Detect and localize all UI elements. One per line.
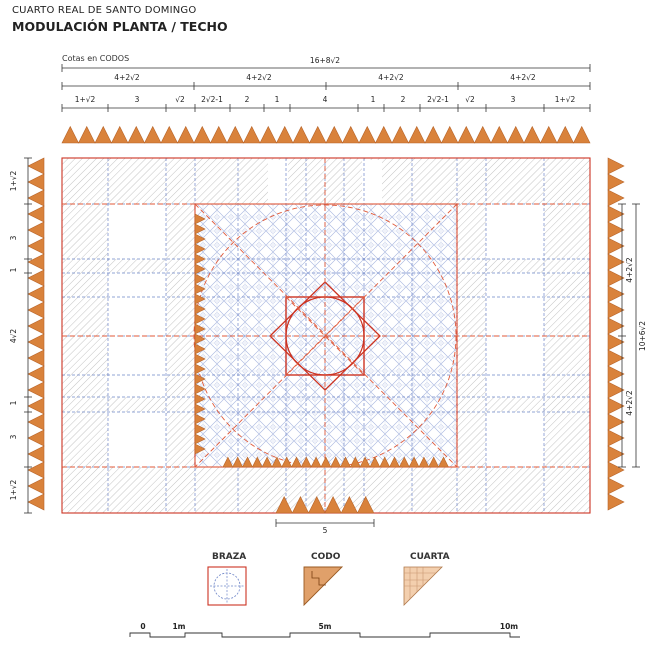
ceramic-triangle	[28, 206, 44, 222]
ceramic-triangle	[458, 127, 475, 144]
ceramic-triangle	[392, 127, 409, 144]
ceramic-triangle	[541, 127, 558, 144]
ceramic-triangle	[28, 302, 44, 318]
ceramic-triangle	[293, 127, 310, 144]
ceramic-triangle	[608, 158, 624, 174]
ceramic-triangle	[128, 127, 145, 144]
ceramic-triangle	[310, 127, 327, 144]
ceramic-triangle	[28, 254, 44, 270]
ceramic-triangle	[28, 286, 44, 302]
dim-right-2: 4+2√2	[625, 390, 634, 416]
dim-left-3: 1	[9, 267, 18, 273]
ceramic-triangle	[260, 127, 277, 144]
legend-label-braza: BRAZA	[212, 552, 247, 562]
dim-top-l3-1: 1+√2	[74, 95, 96, 104]
ceramic-triangle	[409, 127, 426, 144]
dim-total-top: 16+8√2	[309, 56, 341, 65]
codo-triangle-icon	[304, 567, 342, 605]
ceramic-triangle	[28, 158, 44, 174]
dim-top-l3-9: 2	[400, 95, 406, 104]
ceramic-triangle	[557, 127, 574, 144]
ceramic-triangle	[574, 127, 591, 144]
ceramic-triangle	[28, 174, 44, 190]
dim-right-1: 4+2√2	[625, 257, 634, 283]
ceramic-triangle	[491, 127, 508, 144]
ceramic-triangle	[211, 127, 228, 144]
ceramic-triangle	[28, 446, 44, 462]
ceramic-triangle	[475, 127, 492, 144]
ceramic-triangle	[28, 350, 44, 366]
dim-left-2: 3	[9, 235, 18, 241]
ceramic-triangle	[227, 127, 244, 144]
dim-left-1: 1+√2	[9, 170, 18, 192]
dim-top-l3-2: 3	[134, 95, 140, 104]
ceramic-triangle	[28, 318, 44, 334]
dim-left-7: 1+√2	[9, 479, 18, 501]
ceramic-triangle	[359, 127, 376, 144]
dim-top-l3-13: 1+√2	[554, 95, 576, 104]
dim-left-4: 4√2	[9, 328, 18, 344]
dim-top-l3-8: 1	[370, 95, 376, 104]
ceramic-triangle	[178, 127, 195, 144]
legend-label-codo: CODO	[311, 552, 341, 562]
ceramic-triangle	[28, 430, 44, 446]
dim-top-l2-1: 4+2√2	[114, 73, 140, 82]
dim-top-l3-6: 1	[274, 95, 280, 104]
dim-top-l2-3: 4+2√2	[378, 73, 404, 82]
ceramic-triangle	[79, 127, 96, 144]
scale-label-1m: 1m	[172, 622, 186, 631]
dim-top-l3-5: 2	[244, 95, 250, 104]
ceramic-triangle	[343, 127, 360, 144]
dim-right-total: 10+6√2	[638, 320, 647, 352]
ceramic-triangle	[608, 478, 624, 494]
ceramic-triangle	[442, 127, 459, 144]
scale-label-10m: 10m	[499, 622, 519, 631]
ceramic-triangle	[244, 127, 261, 144]
braza-module-icon	[208, 567, 246, 605]
dim-left-5: 1	[9, 400, 18, 406]
dim-top-l3-11: √2	[465, 95, 475, 104]
ceramic-triangle	[28, 334, 44, 350]
ceramic-triangle	[28, 366, 44, 382]
ceramic-triangle	[28, 238, 44, 254]
dim-left-6: 3	[9, 434, 18, 440]
drawing-subtitle: MODULACIÓN PLANTA / TECHO	[12, 19, 228, 34]
units-note: Cotas en CODOS	[62, 54, 130, 63]
ceramic-triangle	[608, 494, 624, 510]
ceramic-triangle	[425, 127, 442, 144]
scale-bar	[130, 633, 520, 637]
ceramic-triangle	[508, 127, 525, 144]
dim-top-l2-4: 4+2√2	[510, 73, 536, 82]
dim-top-l2-2: 4+2√2	[246, 73, 272, 82]
ceramic-triangle	[145, 127, 162, 144]
dim-top-l3-12: 3	[510, 95, 516, 104]
dim-top-l3-4: 2√2-1	[201, 95, 223, 104]
dim-top-l3-7: 4	[322, 95, 328, 104]
ceramic-triangle	[194, 127, 211, 144]
ceramic-triangle	[28, 462, 44, 478]
cuarta-triangle-icon	[404, 567, 442, 605]
ceramic-triangle	[95, 127, 112, 144]
scale-label-5m: 5m	[318, 622, 332, 631]
ceramic-triangle	[28, 382, 44, 398]
drawing-title: CUARTO REAL DE SANTO DOMINGO	[12, 5, 197, 16]
dim-top-l3-3: √2	[175, 95, 185, 104]
ceramic-triangle	[28, 414, 44, 430]
ceramic-triangle	[326, 127, 343, 144]
ceramic-triangle	[376, 127, 393, 144]
ceramic-triangle	[62, 127, 79, 144]
dim-top-l3-10: 2√2-1	[427, 95, 449, 104]
ceramic-triangle	[28, 222, 44, 238]
ceramic-triangle	[524, 127, 541, 144]
ceramic-triangle	[28, 478, 44, 494]
ceramic-triangle	[28, 494, 44, 510]
dim-bottom: 5	[322, 526, 328, 535]
scale-label-0: 0	[140, 622, 146, 631]
ceramic-triangle	[277, 127, 294, 144]
legend-label-cuarta: CUARTA	[410, 552, 450, 562]
ceramic-triangle	[112, 127, 129, 144]
ceramic-triangle	[608, 174, 624, 190]
ceramic-triangle	[161, 127, 178, 144]
ceramic-triangle	[28, 270, 44, 286]
